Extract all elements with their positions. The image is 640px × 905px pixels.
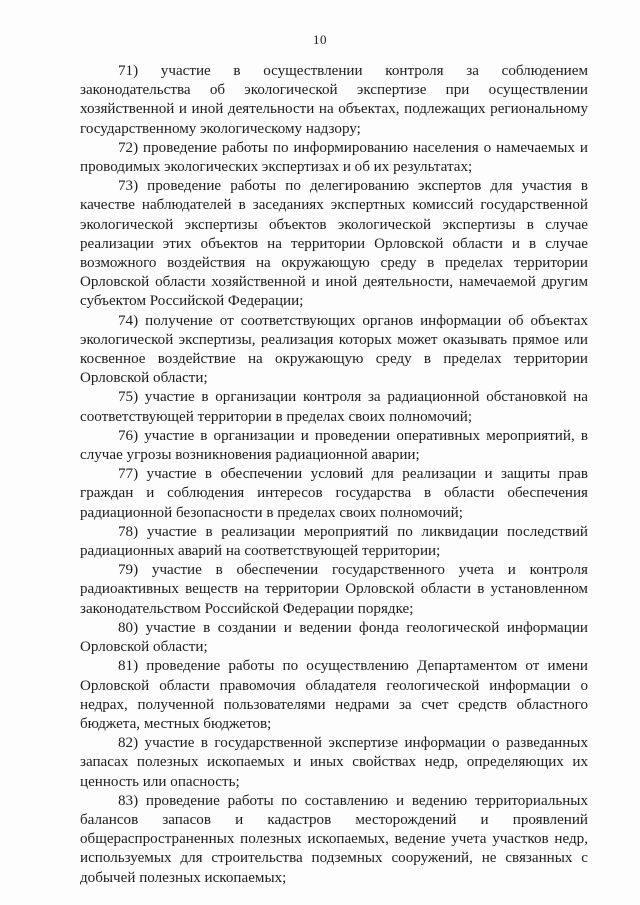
paragraph-item-82: 82) участие в государственной экспертизе информации о разведанных запасах полезных ископаемых и иных свойствах недр, определяющих их ценность или опасность;: [80, 735, 588, 790]
paragraph-item-74: 74) получение от соответствующих органов информации об объектах экологической экспертизы, реализация которых может оказывать прямое или косвенное воздействие на окружающую среду в пределах территории Орловской области;: [80, 312, 588, 387]
page-number: 10: [313, 32, 327, 47]
paragraph-item-77: 77) участие в обеспечении условий для реализации и защиты прав граждан и соблюдения интересов государства в области обеспечения радиационной безопасности в пределах своих полномочий;: [80, 466, 588, 521]
paragraph-item-75: 75) участие в организации контроля за радиационной обстановкой на соответствующей территории в пределах своих полномочий;: [80, 389, 588, 425]
paragraph-item-72: 72) проведение работы по информированию населения о намечаемых и проводимых экологических экспертизах и об их результатах;: [80, 139, 588, 176]
paragraph-item-76: 76) участие в организации и проведении оперативных мероприятий, в случае угрозы возникновения радиационной аварии;: [80, 427, 588, 464]
document-body: [80, 62, 588, 888]
paragraph-item-83: 83) проведение работы по составлению и ведению территориальных балансов запасов и кадастров месторождений и проявлений общераспространенных полезных ископаемых, ведение учета участков недр, используемых для строительства подземных сооружений, не связанных с добычей полезных ископаемых;: [80, 792, 588, 886]
paragraph-item-80: 80) участие в создании и ведении фонда геологической информации Орловской области;: [80, 619, 588, 656]
paragraph-item-81: 81) проведение работы по осуществлению Департаментом от имени Орловской области правомочия обладателя геологической информации о недрах, полученной пользователями недрами за счет средств областного бюджета, местных бюджетов;: [80, 658, 588, 732]
paragraph-item-71: 71) участие в осуществлении контроля за соблюдением законодательства об экологической экспертизе при осуществлении хозяйственной и иной деятельности на объектах, подлежащих региональному государственному экологическому надзору;: [80, 63, 588, 137]
paragraph-item-78: 78) участие в реализации мероприятий по ликвидации последствий радиационных аварий на соответствующей территории;: [80, 523, 588, 560]
paragraph-item-73: 73) проведение работы по делегированию экспертов для участия в качестве наблюдателей в заседаниях экспертных комиссий государственной экологической экспертизы объектов экологической экспертизы в случае реализации этих объектов на территории Орловской области и в случае возможного воздействия на окружающую среду в пределах территории Орловской области хозяйственной и иной деятельности, намечаемой другим субъектом Российской Федерации;: [80, 178, 588, 310]
paragraph-item-79: 79) участие в обеспечении государственного учета и контроля радиоактивных веществ на территории Орловской области в установленном законодательством Российской Федерации порядке;: [80, 562, 588, 617]
